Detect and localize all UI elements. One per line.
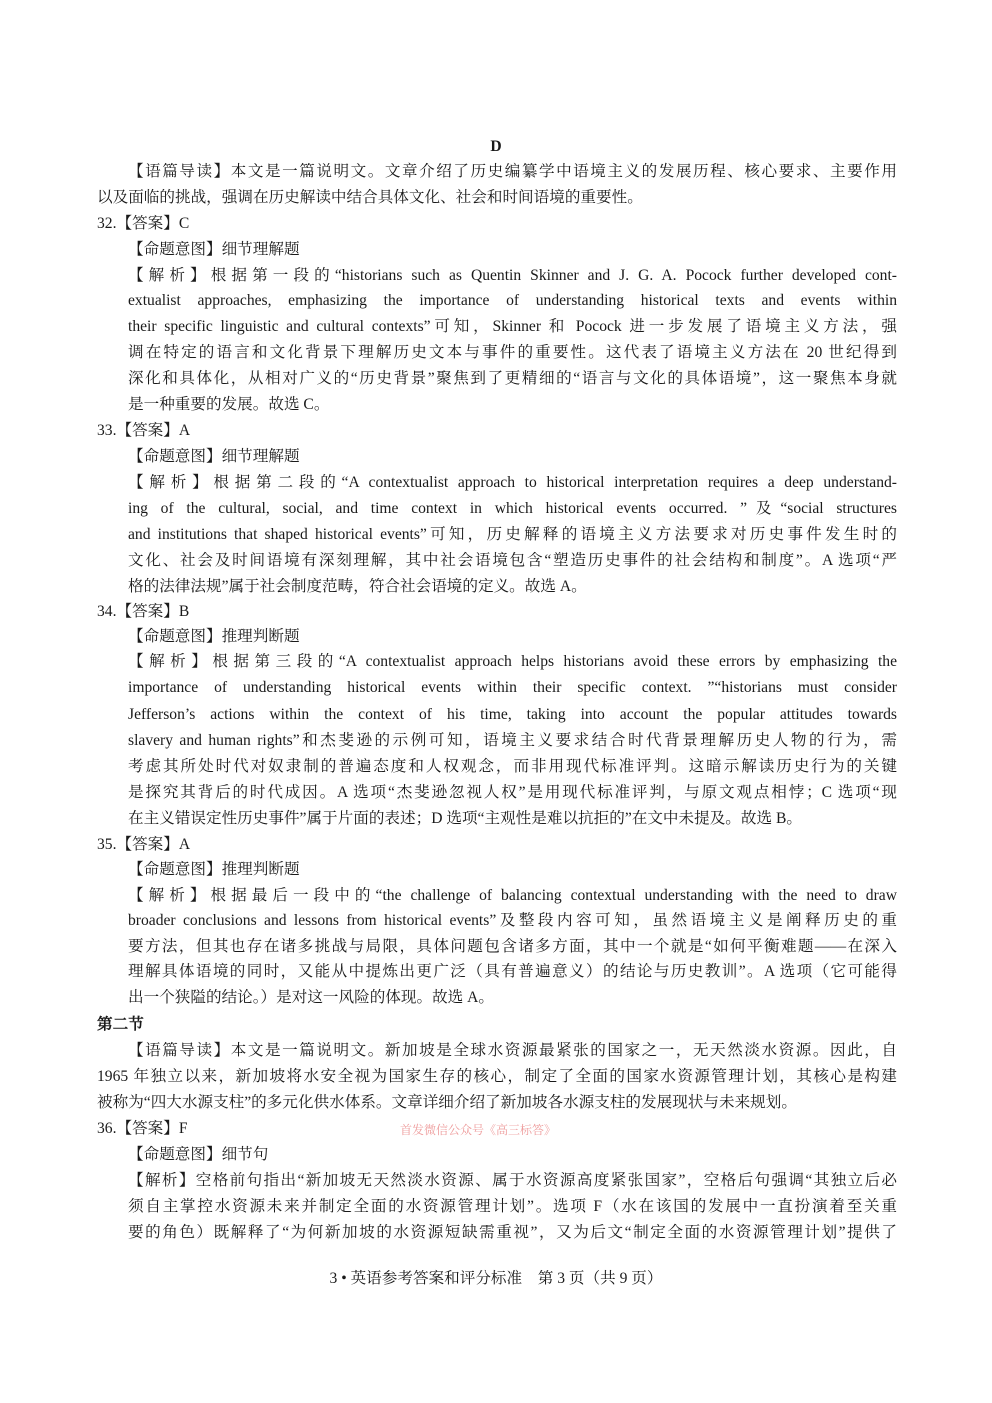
answer-34: 34.【答案】B bbox=[97, 603, 190, 620]
analysis-36: 【解析】空格前句指出“新加坡无天然淡水资源、属于水资源高度紧张国家”，空格后句强调“其独立后必 bbox=[128, 1172, 897, 1189]
analysis-32-line: 是一种重要的发展。故选 C。 bbox=[128, 396, 330, 413]
page-footer: 3 • 英语参考答案和评分标准 第 3 页（共 9 页） bbox=[329, 1270, 663, 1287]
analysis-32-line: their specific linguistic and cultural contexts”可知，Skinner 和 Pocock 进一步发展了语境主义方法，强 bbox=[128, 318, 897, 335]
answer-32: 32.【答案】C bbox=[97, 215, 190, 232]
passage-guide: 【语篇导读】本文是一篇说明文。文章介绍了历史编纂学中语境主义的发展历程、核心要求、主要作用 bbox=[128, 163, 897, 180]
analysis-32-line: extualist approaches, emphasizing the importance of understanding historical texts and events within bbox=[128, 292, 897, 309]
analysis-36-line: 须自主掌控水资源未来并制定全面的水资源管理计划”。选项 F（水在该国的发展中一直扮演着至关重 bbox=[128, 1198, 897, 1215]
analysis-34-line: 是探究其背后的时代成因。A 选项“杰斐逊忽视人权”是用现代标准评判，与原文观点相悖；C 选项“现 bbox=[128, 784, 897, 801]
analysis-33: 【解析】根据第二段的“A contextualist approach to historical interpretation requires a deep understand- bbox=[128, 474, 897, 491]
passage-guide-2: 【语篇导读】本文是一篇说明文。新加坡是全球水资源最紧张的国家之一，无天然淡水资源。因此，自 bbox=[128, 1042, 897, 1059]
intent-33: 【命题意图】细节理解题 bbox=[128, 448, 300, 465]
analysis-33-line: and institutions that shaped historical events”可知，历史解释的语境主义方法要求对历史事件发生时的 bbox=[128, 526, 897, 543]
answer-33: 33.【答案】A bbox=[97, 422, 191, 439]
intent-32: 【命题意图】细节理解题 bbox=[128, 241, 300, 258]
analysis-34-line: importance of understanding historical events within their specific context. ”“historians must consider bbox=[128, 679, 897, 696]
analysis-34-line: 在主义错误定性历史事件”属于片面的表述；D 选项“主观性是难以抗拒的”在文中未提及。故选 B。 bbox=[128, 810, 802, 827]
watermark: 首发微信公众号《高三标答》 bbox=[400, 1123, 557, 1137]
passage-guide-cont: 以及面临的挑战，强调在历史解读中结合具体文化、社会和时间语境的重要性。 bbox=[97, 189, 643, 206]
answer-36: 36.【答案】F bbox=[97, 1120, 188, 1137]
intent-36: 【命题意图】细节句 bbox=[128, 1146, 269, 1163]
analysis-34-line: Jefferson’s actions within the context of his time, taking into account the popular attitudes towards bbox=[128, 706, 897, 723]
analysis-34: 【解析】根据第三段的“A contextualist approach helps historians avoid these errors by emphasizing the bbox=[128, 653, 897, 670]
analysis-34-line: 考虑其所处时代对奴隶制的普遍态度和人权观念，而非用现代标准评判。这暗示解读历史行为的关键 bbox=[128, 758, 897, 775]
intent-35: 【命题意图】推理判断题 bbox=[128, 861, 300, 878]
passage-guide-2-line: 被称为“四大水源支柱”的多元化供水体系。文章详细介绍了新加坡各水源支柱的发展现状与未来规划。 bbox=[97, 1094, 797, 1111]
analysis-35-line: 理解具体语境的同时，又能从中提炼出更广泛（具有普遍意义）的结论与历史教训”。A 选项（它可能得 bbox=[128, 963, 897, 980]
section-title: D bbox=[490, 138, 502, 155]
analysis-32-line: 深化和具体化，从相对广义的“历史背景”聚焦到了更精细的“语言与文化的具体语境”，这一聚焦本身就 bbox=[128, 370, 897, 387]
passage-guide-2-line: 1965 年独立以来，新加坡将水安全视为国家生存的核心，制定了全面的国家水资源管理计划，其核心是构建 bbox=[97, 1068, 897, 1085]
analysis-35-line: broader conclusions and lessons from historical events”及整段内容可知，虽然语境主义是阐释历史的重 bbox=[128, 912, 897, 929]
analysis-33-line: 格的法律法规”属于社会制度范畴，符合社会语境的定义。故选 A。 bbox=[128, 578, 587, 595]
analysis-32-line: 调在特定的语言和文化背景下理解历史文本与事件的重要性。这代表了语境主义方法在 20 世纪得到 bbox=[128, 344, 897, 361]
section-heading: 第二节 bbox=[97, 1016, 144, 1033]
analysis-33-line: 文化、社会及时间语境有深刻理解，其中社会语境包含“塑造历史事件的社会结构和制度”。A 选项“严 bbox=[128, 552, 897, 569]
analysis-35: 【解析】根据最后一段中的“the challenge of balancing contextual understanding with the need to draw bbox=[128, 887, 897, 904]
analysis-33-line: ing of the cultural, social, and time context in which historical events occurred. ”及“social structures bbox=[128, 500, 897, 517]
analysis-32: 【解析】根据第一段的“historians such as Quentin Skinner and J. G. A. Pocock further developed cont- bbox=[128, 267, 897, 284]
answer-35: 35.【答案】A bbox=[97, 836, 191, 853]
analysis-34-line: slavery and human rights”和杰斐逊的示例可知，语境主义要求结合时代背景理解历史人物的行为，需 bbox=[128, 732, 897, 749]
analysis-35-line: 出一个狭隘的结论。）是对这一风险的体现。故选 A。 bbox=[128, 989, 495, 1006]
analysis-35-line: 要方法，但其也存在诸多挑战与局限，具体问题包含诸多方面，其中一个就是“如何平衡难题——在深入 bbox=[128, 938, 897, 955]
analysis-36-line: 要的角色）既解释了“为何新加坡的水资源短缺需重视”，又为后文“制定全面的水资源管理计划”提供了 bbox=[128, 1224, 897, 1241]
intent-34: 【命题意图】推理判断题 bbox=[128, 628, 300, 645]
